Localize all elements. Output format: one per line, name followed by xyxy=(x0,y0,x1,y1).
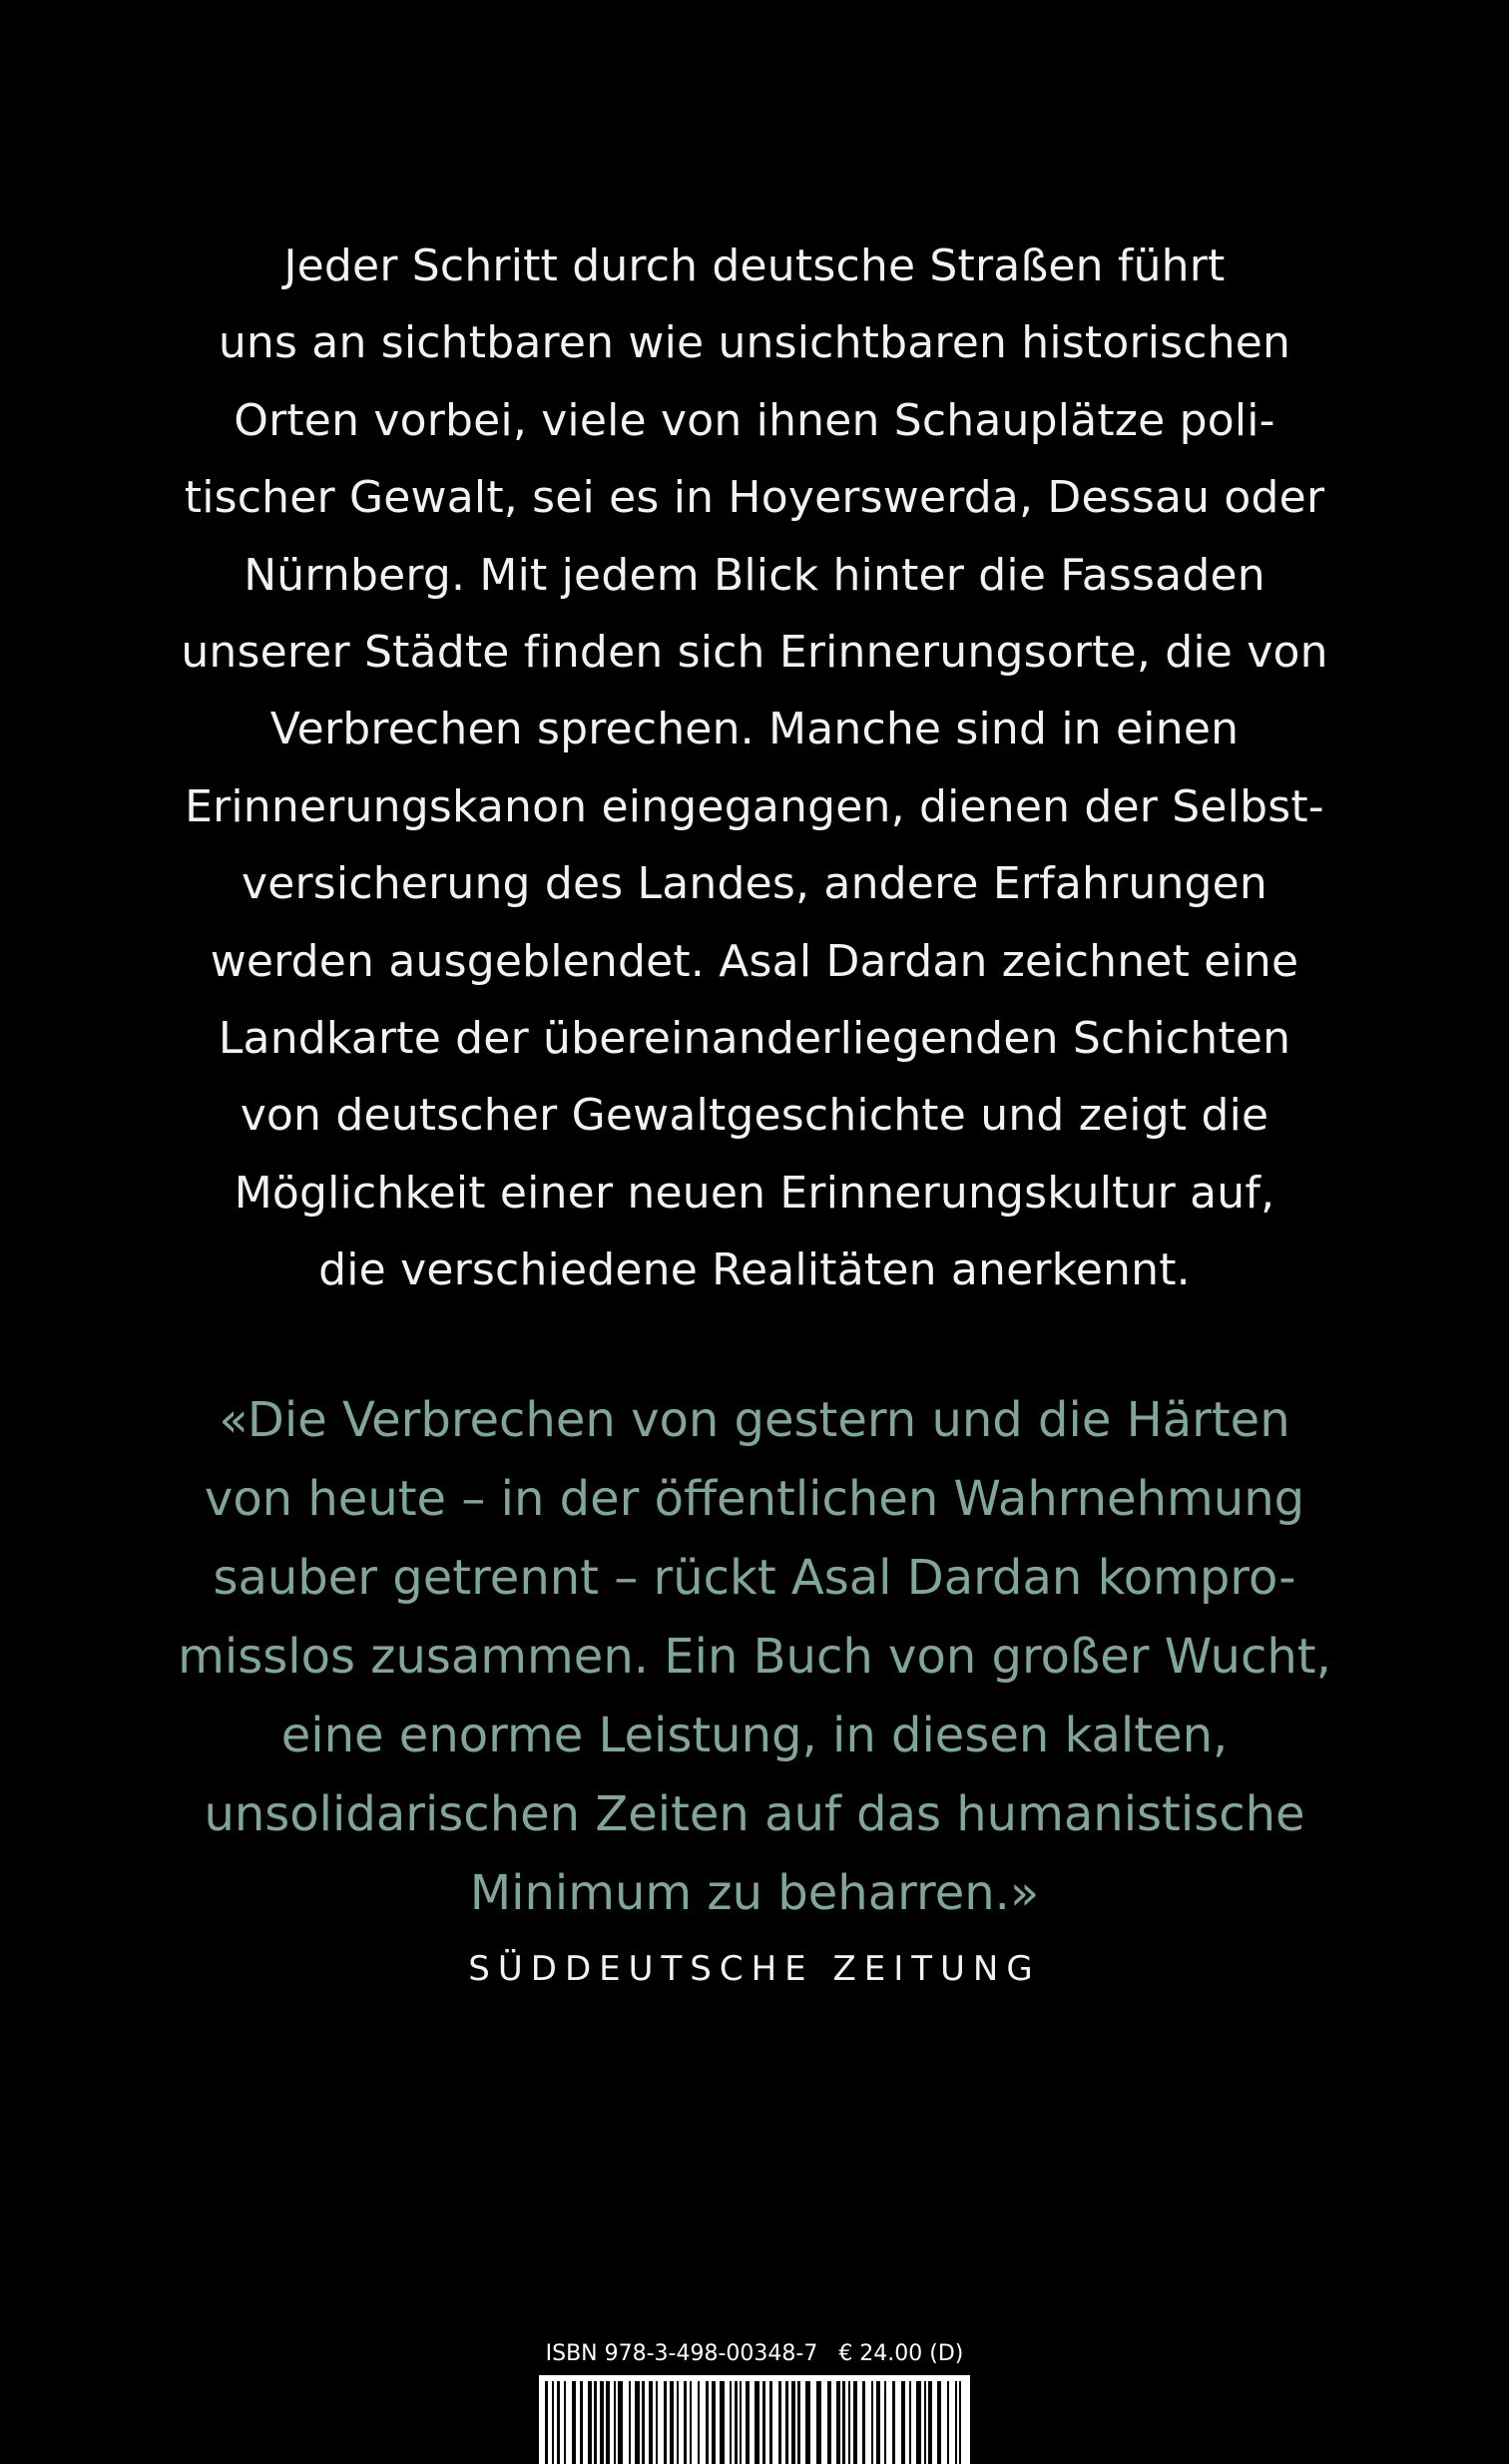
blurb-line: Verbrechen sprechen. Manche sind in einen xyxy=(269,704,1240,755)
blurb-line: Nürnberg. Mit jedem Blick hinter die Fassaden xyxy=(244,549,1265,601)
barcode-bar xyxy=(853,2381,857,2464)
barcode-bar xyxy=(677,2381,679,2464)
barcode-bar xyxy=(552,2381,554,2464)
blurb-line: uns an sichtbaren wie unsichtbaren historischen xyxy=(218,317,1291,369)
barcode-bar xyxy=(606,2381,610,2464)
blurb-text xyxy=(0,228,1509,1309)
barcode-bar xyxy=(614,2381,616,2464)
barcode-bar xyxy=(564,2381,566,2464)
barcode-bar xyxy=(635,2381,640,2464)
barcode-bar xyxy=(876,2381,880,2464)
barcode-bar xyxy=(740,2381,742,2464)
blurb-line: unserer Städte finden sich Erinnerungsorte, die von xyxy=(181,627,1328,679)
blurb-line: Möglichkeit einer neuen Erinnerungskultur auf, xyxy=(234,1167,1275,1219)
barcode-bar xyxy=(649,2381,653,2464)
quote-line: unsolidarischen Zeiten auf das humanistische xyxy=(204,1786,1305,1842)
barcode-bar xyxy=(805,2381,810,2464)
barcode-bar xyxy=(785,2381,788,2464)
barcode-bar xyxy=(862,2381,865,2464)
blurb-line: die verschiedene Realitäten anerkennt. xyxy=(318,1244,1191,1296)
blurb-line: tischer Gewalt, sei es in Hoyerswerda, Dessau oder xyxy=(184,472,1325,524)
barcode-bar xyxy=(720,2381,725,2464)
barcode-bar xyxy=(735,2381,738,2464)
quote-line: von heute – in der öffentlichen Wahrnehmung xyxy=(204,1471,1305,1527)
blurb-line: Jeder Schritt durch deutsche Straßen führt xyxy=(283,241,1226,291)
barcode-bars xyxy=(539,2375,970,2464)
barcode-bar xyxy=(827,2381,831,2464)
barcode-bar xyxy=(816,2381,821,2464)
barcode-bar xyxy=(959,2381,961,2464)
barcode-bar xyxy=(937,2381,941,2464)
barcode-bar xyxy=(928,2381,932,2464)
quote-line: sauber getrennt – rückt Asal Dardan kompro- xyxy=(213,1550,1296,1606)
blurb-line: werden ausgeblendet. Asal Dardan zeichnet eine xyxy=(210,935,1299,987)
barcode-bar xyxy=(769,2381,772,2464)
barcode-bar xyxy=(901,2381,905,2464)
barcode-bar xyxy=(600,2381,604,2464)
barcode-bar xyxy=(642,2381,645,2464)
barcode-bar xyxy=(842,2381,845,2464)
barcode-bar xyxy=(848,2381,850,2464)
blurb-line: Landkarte der übereinanderliegenden Schichten xyxy=(218,1013,1291,1065)
barcode-bar xyxy=(629,2381,631,2464)
quote-line: «Die Verbrechen von gestern und die Härten xyxy=(219,1392,1290,1448)
barcode-bar xyxy=(909,2381,911,2464)
barcode-bar xyxy=(698,2381,700,2464)
barcode-bar xyxy=(730,2381,732,2464)
barcode-bar xyxy=(746,2381,750,2464)
isbn-line xyxy=(0,2339,1509,2369)
barcode-bar xyxy=(580,2381,583,2464)
barcode-bar xyxy=(791,2381,795,2464)
price: € 24.00 (D) xyxy=(838,2341,964,2366)
barcode-bar xyxy=(572,2381,576,2464)
barcode-bar xyxy=(618,2381,623,2464)
barcode-bar xyxy=(884,2381,886,2464)
barcode-bar xyxy=(706,2381,709,2464)
barcode-bar xyxy=(871,2381,873,2464)
barcode-bar xyxy=(955,2381,957,2464)
press-quote xyxy=(0,1381,1509,1933)
blurb-line: versicherung des Landes, andere Erfahrungen xyxy=(241,858,1268,910)
barcode-bar xyxy=(670,2381,674,2464)
quote-line: eine enorme Leistung, in diesen kalten, xyxy=(280,1708,1229,1763)
barcode-bar xyxy=(892,2381,895,2464)
quote-line: Minimum zu beharren.» xyxy=(469,1865,1040,1921)
blurb-line: Erinnerungskanon eingegangen, dienen der Selbst- xyxy=(185,780,1324,832)
barcode-bar xyxy=(656,2381,658,2464)
quote-source: SÜDDEUTSCHE ZEITUNG xyxy=(468,1949,1041,1989)
barcode-bar xyxy=(594,2381,597,2464)
barcode-bar xyxy=(557,2381,560,2464)
barcode-bar xyxy=(916,2381,921,2464)
barcode-bar xyxy=(664,2381,667,2464)
barcode-bar xyxy=(690,2381,692,2464)
quote-line: misslos zusammen. Ein Buch von großer Wucht, xyxy=(178,1629,1331,1685)
barcode-bar xyxy=(924,2381,926,2464)
barcode-bar xyxy=(947,2381,949,2464)
barcode-bar xyxy=(797,2381,800,2464)
barcode-bar xyxy=(545,2381,548,2464)
barcode-bar xyxy=(762,2381,765,2464)
blurb-line: von deutscher Gewaltgeschichte und zeigt die xyxy=(240,1090,1269,1142)
blurb-line: Orten vorbei, viele von ihnen Schauplätze poli- xyxy=(234,394,1275,446)
isbn-number: ISBN 978-3-498-00348-7 xyxy=(545,2341,818,2366)
barcode-bar xyxy=(588,2381,592,2464)
barcode-bar xyxy=(754,2381,759,2464)
barcode-bar xyxy=(778,2381,781,2464)
barcode-bar xyxy=(836,2381,840,2464)
barcode-bar xyxy=(712,2381,716,2464)
barcode xyxy=(539,2375,970,2464)
barcode-bar xyxy=(684,2381,687,2464)
